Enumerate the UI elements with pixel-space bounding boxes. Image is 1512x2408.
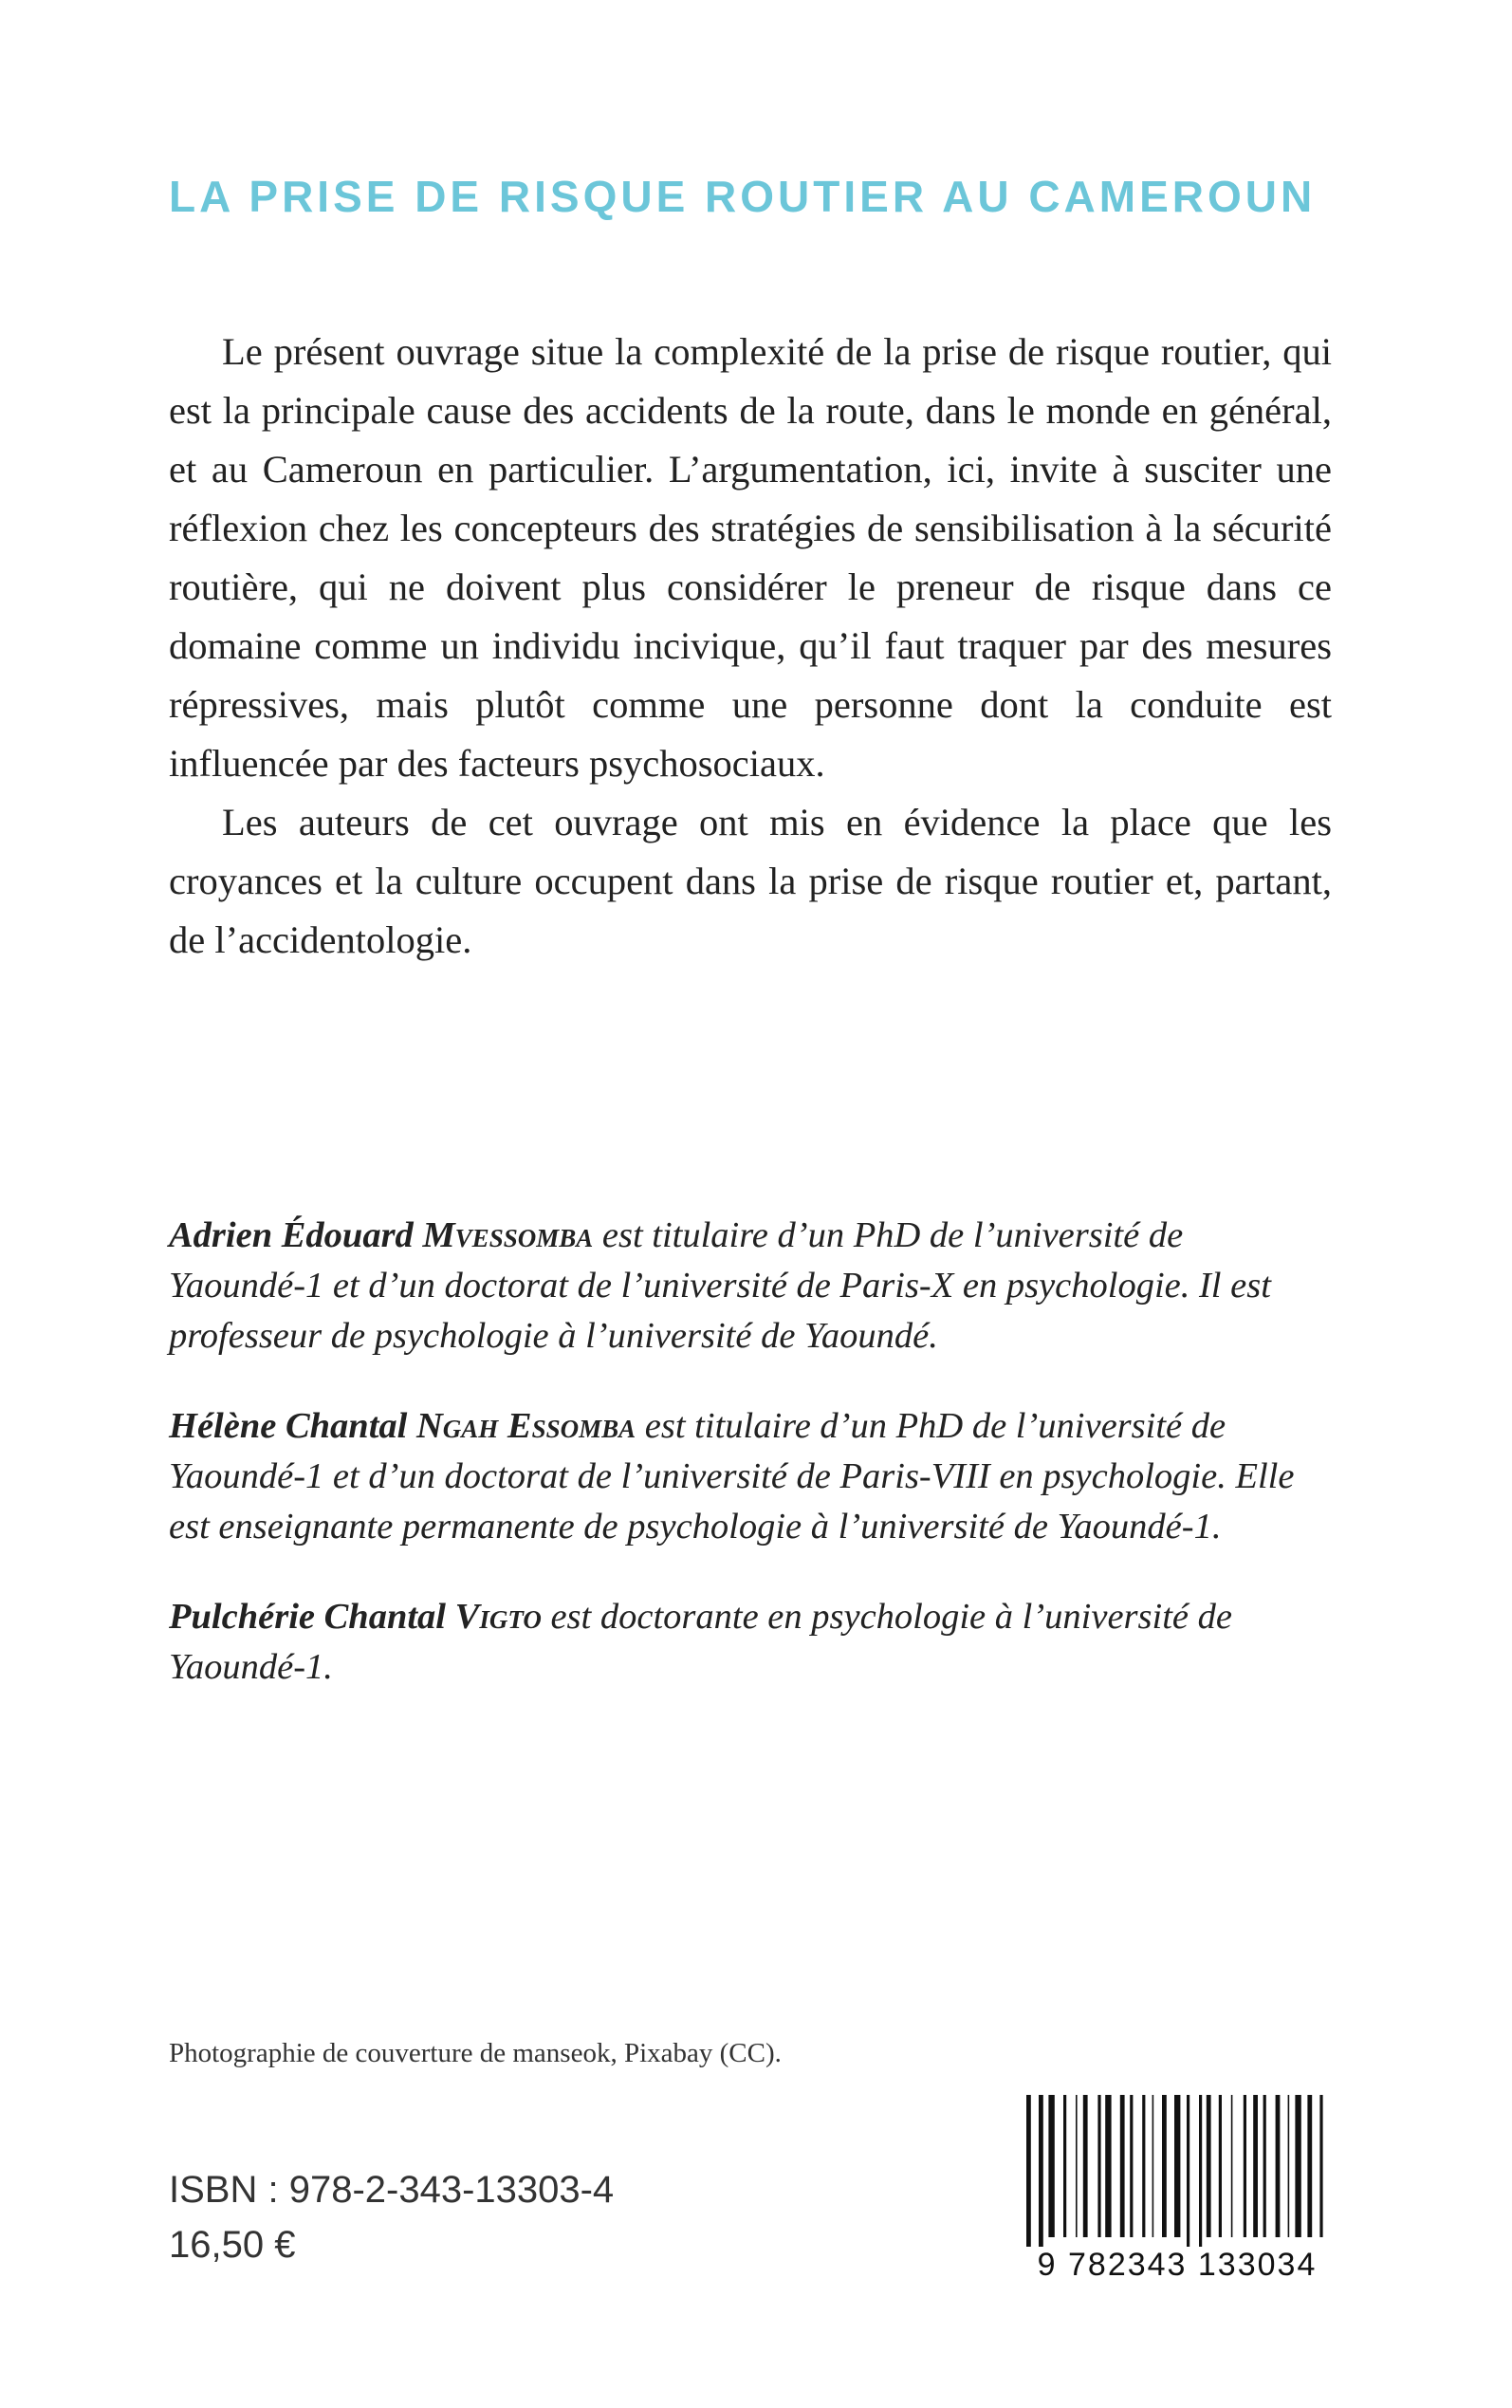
barcode-bar — [1307, 2095, 1312, 2237]
author-first-names: Hélène Chantal — [169, 1406, 416, 1446]
summary-paragraph: Les auteurs de cet ouvrage ont mis en évidence la place que les croyances et la culture occupent dans la prise de risque routier et, partant, de l’accidentologie. — [169, 801, 1332, 961]
barcode-bar — [1263, 2095, 1266, 2237]
author-bio-text: est titulaire d’un PhD de l’université de Yaoundé-1 et d’un doctorat de l’université de Paris-X en psychologie. Il est professeur de psychologie à l’université de Yaoundé. — [169, 1215, 1271, 1356]
author-bio-text: est titulaire d’un PhD de l’université de Yaoundé-1 et d’un doctorat de l’université de Paris-VIII en psychologie. Elle est enseignante permanente de psychologie à l’université de Yaoundé-1. — [169, 1406, 1295, 1547]
author-bios — [169, 1211, 1332, 1732]
isbn: ISBN : 978-2-343-13303-4 — [169, 2169, 615, 2211]
barcode-bar — [1048, 2095, 1054, 2237]
barcode-bar — [1076, 2095, 1078, 2237]
barcode-bar — [1219, 2095, 1222, 2237]
barcode-bar — [1199, 2095, 1202, 2247]
barcode-bar — [1319, 2095, 1322, 2237]
summary-paragraph: Le présent ouvrage situe la complexité de la prise de risque routier, qui est la principale cause des accidents de la route, dans le monde en général, et au Cameroun en particulier. L’argumentation, ici, invite à susciter une réflexion chez les concepteurs des stratégies de sensibilisation à la sécurité routière, qui ne doivent plus considérer le preneur de risque dans ce domaine comme un individu incivique, qu’il faut traquer par des mesures répressives, mais plutôt comme une personne dont la conduite est influencée par des facteurs psychosociaux. — [169, 330, 1332, 785]
barcode-bar — [1083, 2095, 1088, 2237]
barcode-bar — [1276, 2095, 1281, 2237]
barcode-bar — [1097, 2095, 1100, 2237]
barcode-bar — [1105, 2095, 1111, 2237]
barcode — [1021, 2095, 1334, 2285]
barcode-bar — [1142, 2095, 1145, 2237]
barcode-bar — [1130, 2095, 1133, 2237]
book-title: LA PRISE DE RISQUE ROUTIER AU CAMEROUN — [169, 172, 1317, 221]
author-surname: Mvessomba — [422, 1215, 594, 1255]
barcode-bar — [1063, 2095, 1066, 2237]
barcode-bar — [1295, 2095, 1300, 2237]
author-bio — [169, 1401, 1332, 1552]
author-surname: Vigto — [454, 1597, 542, 1637]
barcode-bar — [1039, 2095, 1043, 2247]
barcode-bar — [1162, 2095, 1167, 2237]
barcode-bar — [1207, 2095, 1211, 2237]
barcode-bar — [1120, 2095, 1125, 2237]
barcode-bar — [1288, 2095, 1290, 2237]
barcode-bar — [1026, 2095, 1031, 2247]
author-bio-text: est doctorante en psychologie à l’université de Yaoundé-1. — [169, 1597, 1232, 1687]
barcode-bar — [1244, 2095, 1246, 2237]
photo-credit: Photographie de couverture de manseok, Pixabay (CC). — [169, 2038, 782, 2068]
author-bio — [169, 1211, 1332, 1361]
barcode-bar — [1174, 2095, 1180, 2237]
barcode-bars — [1021, 2095, 1334, 2247]
author-bio — [169, 1592, 1332, 1693]
barcode-bar — [1231, 2095, 1233, 2237]
author-first-names: Adrien Édouard — [169, 1215, 423, 1255]
barcode-bar — [1253, 2095, 1258, 2237]
price: 16,50 € — [169, 2224, 296, 2266]
book-summary — [169, 323, 1332, 970]
barcode-digits: 9 782343 133034 — [1037, 2247, 1318, 2283]
barcode-bar — [1152, 2095, 1154, 2237]
author-surname: Ngah Essomba — [415, 1406, 636, 1446]
author-first-names: Pulchérie Chantal — [169, 1597, 455, 1637]
barcode-bar — [1187, 2095, 1189, 2247]
